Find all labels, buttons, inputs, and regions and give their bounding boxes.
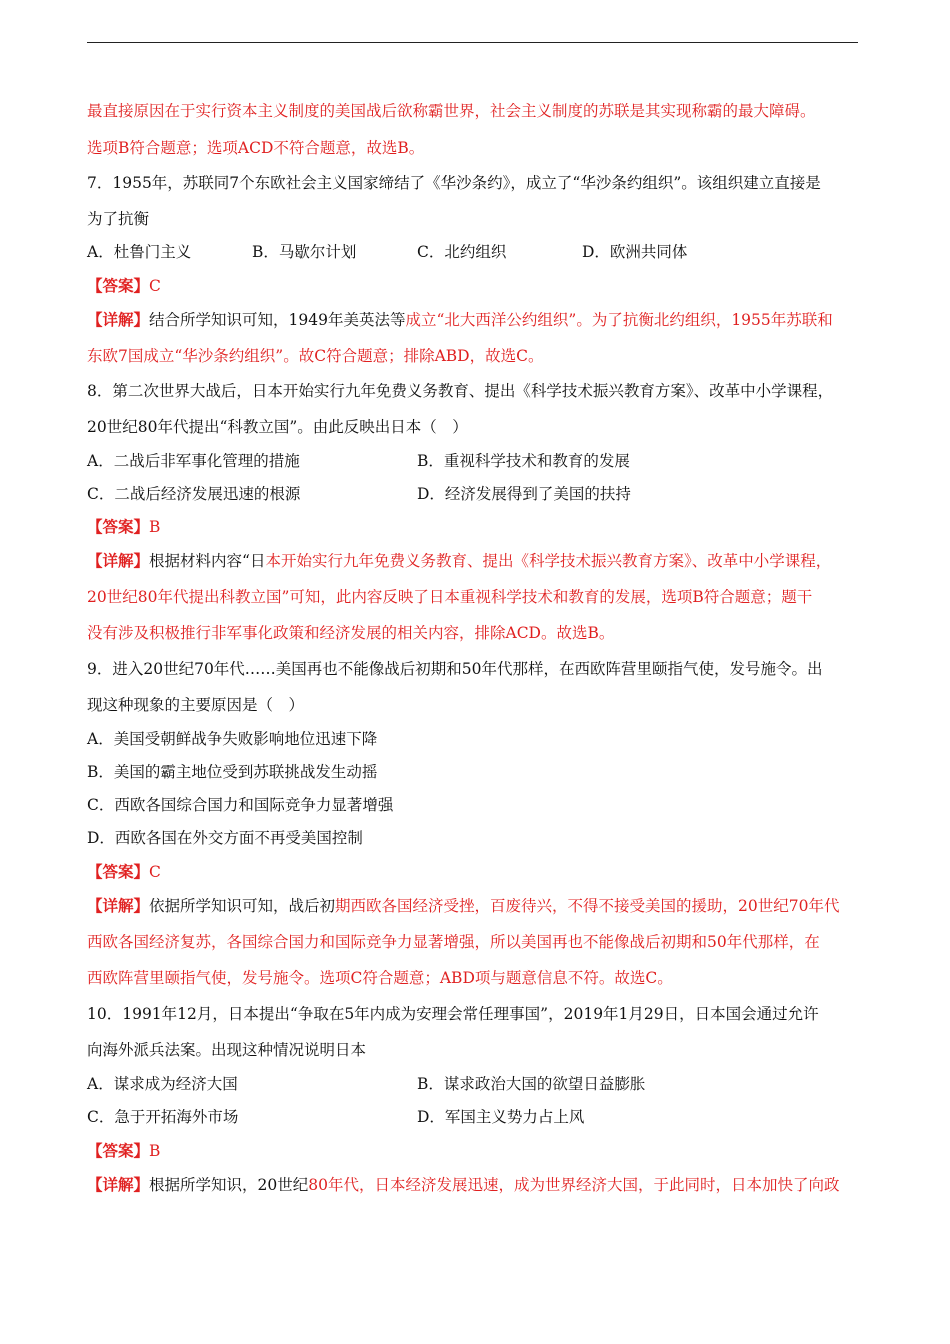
question-9-answer	[87, 861, 863, 883]
header-rule	[87, 42, 858, 43]
question-8-detail	[87, 550, 863, 572]
answer-value: B	[149, 1142, 161, 1160]
question-10-options	[87, 1073, 863, 1095]
answer-tag: 【答案】	[87, 1141, 150, 1160]
detail-text: 成立“北大西洋公约组织”。为了抗衡北约组织，1955年苏联和	[405, 311, 833, 329]
question-8-detail: 没有涉及积极推行非军事化政策和经济发展的相关内容，排除ACD。故选B。	[87, 624, 615, 642]
option-c: C．急于开拓海外市场	[87, 1108, 239, 1126]
option-d: D．经济发展得到了美国的扶持	[417, 485, 631, 503]
detail-text: 根据材料内容“日	[149, 552, 266, 570]
detail-text: 本开始实行九年免费义务教育、提出《科学技术振兴教育方案》、改革中小学课程，	[265, 552, 832, 570]
option-c: C．西欧各国综合国力和国际竞争力显著增强	[87, 796, 394, 814]
question-9-stem: 现这种现象的主要原因是（ ）	[87, 696, 305, 714]
option-b: B．重视科学技术和教育的发展	[417, 452, 630, 470]
question-8-stem: 20世纪80年代提出“科教立国”。由此反映出日本（ ）	[87, 418, 468, 436]
question-7-detail: 东欧7国成立“华沙条约组织”。故C符合题意；排除ABD，故选C。	[87, 347, 544, 365]
question-8-answer	[87, 516, 863, 538]
option-b: B．美国的霸主地位受到苏联挑战发生动摇	[87, 763, 378, 781]
detail-text: 80年代，日本经济发展迅速，成为世界经济大国，于此同时，日本加快了向政	[308, 1176, 840, 1194]
option-c: C．二战后经济发展迅速的根源	[87, 485, 301, 503]
question-10-stem: 10．1991年12月，日本提出“争取在5年内成为安理会常任理事国”，2019年1月29日，日本国会通过允许	[87, 1005, 819, 1023]
option-a: A．二战后非军事化管理的措施	[87, 452, 300, 470]
answer-tag: 【答案】	[87, 276, 150, 295]
question-8-options	[87, 450, 863, 472]
question-8-detail: 20世纪80年代提出科教立国”可知，此内容反映了日本重视科学技术和教育的发展，选项B符合题意；题干	[87, 588, 813, 606]
answer-tag: 【答案】	[87, 517, 150, 536]
question-10-options	[87, 1106, 863, 1128]
answer-value: C	[149, 863, 161, 881]
question-7-stem: 为了抗衡	[87, 210, 150, 228]
detail-text: 期西欧各国经济受挫，百废待兴，不得不接受美国的援助，20世纪70年代	[335, 897, 840, 915]
option-a: A．美国受朝鲜战争失败影响地位迅速下降	[87, 730, 378, 748]
question-10-detail	[87, 1174, 863, 1196]
question-9-detail	[87, 895, 863, 917]
explanation-line: 选项B符合题意；选项ACD不符合题意，故选B。	[87, 139, 425, 157]
option-b: B．谋求政治大国的欲望日益膨胀	[417, 1075, 646, 1093]
detail-tag: 【详解】	[87, 551, 150, 570]
question-7-detail	[87, 309, 863, 331]
answer-value: B	[149, 518, 161, 536]
option-b: B．马歇尔计划	[252, 243, 357, 261]
question-8-options	[87, 483, 863, 505]
option-a: A．谋求成为经济大国	[87, 1075, 238, 1093]
option-d: D．西欧各国在外交方面不再受美国控制	[87, 829, 363, 847]
detail-tag: 【详解】	[87, 1175, 150, 1194]
question-9-detail: 西欧阵营里颐指气使，发号施令。选项C符合题意；ABD项与题意信息不符。故选C。	[87, 969, 673, 987]
question-10-answer	[87, 1140, 863, 1162]
option-a: A．杜鲁门主义	[87, 243, 192, 261]
question-9-detail: 西欧各国经济复苏，各国综合国力和国际竞争力显著增强，所以美国再也不能像战后初期和50年代那样，在	[87, 933, 820, 951]
question-10-stem: 向海外派兵法案。出现这种情况说明日本	[87, 1041, 367, 1059]
answer-tag: 【答案】	[87, 862, 150, 881]
question-9-stem: 9．进入20世纪70年代……美国再也不能像战后初期和50年代那样，在西欧阵营里颐指气使，发号施令。出	[87, 660, 823, 678]
question-7-options	[87, 241, 863, 263]
explanation-line: 最直接原因在于实行资本主义制度的美国战后欲称霸世界，社会主义制度的苏联是其实现称霸的最大障碍。	[87, 102, 816, 120]
detail-tag: 【详解】	[87, 310, 150, 329]
detail-text: 依据所学知识可知，战后初	[149, 897, 336, 915]
option-d: D．军国主义势力占上风	[417, 1108, 585, 1126]
answer-value: C	[149, 277, 161, 295]
option-d: D．欧洲共同体	[582, 243, 688, 261]
question-7-stem: 7．1955年，苏联同7个东欧社会主义国家缔结了《华沙条约》，成立了“华沙条约组织”。该组织建立直接是	[87, 174, 821, 192]
detail-text: 根据所学知识，20世纪	[149, 1176, 309, 1194]
option-c: C．北约组织	[417, 243, 507, 261]
question-8-stem: 8．第二次世界大战后，日本开始实行九年免费义务教育、提出《科学技术振兴教育方案》、改革中小学课程，	[87, 382, 834, 400]
question-7-answer	[87, 275, 863, 297]
detail-text: 结合所学知识可知，1949年美英法等	[149, 311, 406, 329]
detail-tag: 【详解】	[87, 896, 150, 915]
